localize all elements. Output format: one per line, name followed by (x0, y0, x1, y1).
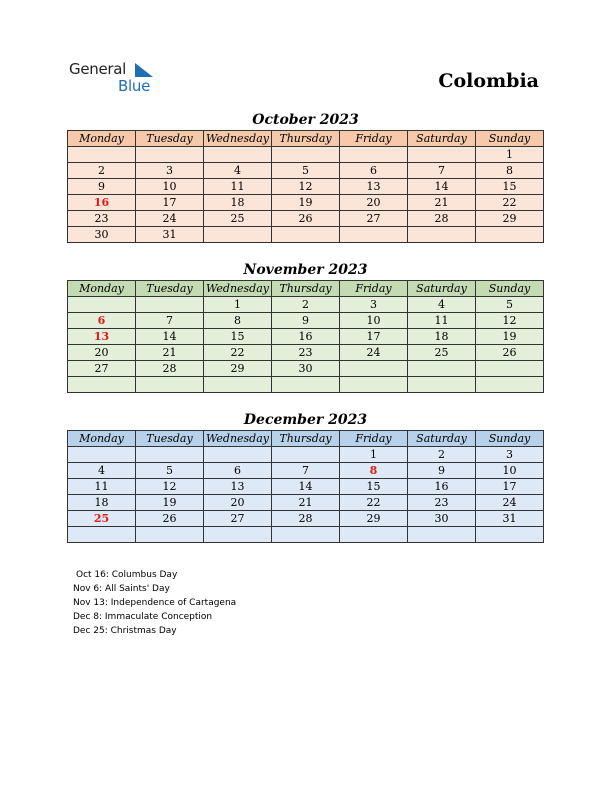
day-cell: 14 (272, 479, 340, 495)
day-cell: 28 (272, 511, 340, 527)
empty-day-cell (136, 447, 204, 463)
day-cell: 10 (340, 313, 408, 329)
week-row (68, 495, 544, 511)
empty-day-cell (272, 527, 340, 543)
day-cell: 23 (272, 345, 340, 361)
day-cell: 29 (476, 211, 544, 227)
day-cell: 19 (476, 329, 544, 345)
week-row (68, 345, 544, 361)
empty-day-cell (408, 527, 476, 543)
empty-day-cell (340, 527, 408, 543)
day-cell: 23 (68, 211, 136, 227)
holiday-item: Dec 25: Christmas Day (73, 626, 177, 636)
week-row (68, 313, 544, 329)
day-cell: 16 (408, 479, 476, 495)
weekday-header: Monday (68, 281, 136, 297)
day-cell: 14 (408, 179, 476, 195)
day-cell: 29 (204, 361, 272, 377)
day-cell: 5 (136, 463, 204, 479)
day-cell: 30 (272, 361, 340, 377)
day-cell: 3 (340, 297, 408, 313)
day-cell: 19 (272, 195, 340, 211)
day-cell: 17 (340, 329, 408, 345)
empty-day-cell (272, 147, 340, 163)
day-cell: 22 (204, 345, 272, 361)
day-cell: 10 (476, 463, 544, 479)
holiday-item: Nov 6: All Saints' Day (73, 584, 170, 594)
day-cell: 20 (204, 495, 272, 511)
week-row (68, 377, 544, 393)
day-cell: 2 (68, 163, 136, 179)
empty-day-cell (340, 227, 408, 243)
holiday-day-cell: 13 (68, 329, 136, 345)
weekday-header: Friday (340, 431, 408, 447)
weekday-header: Thursday (272, 431, 340, 447)
logo-text-blue: Blue (118, 77, 150, 95)
day-cell: 9 (272, 313, 340, 329)
week-row (68, 179, 544, 195)
week-row (68, 147, 544, 163)
day-cell: 23 (408, 495, 476, 511)
day-cell: 24 (476, 495, 544, 511)
day-cell: 2 (408, 447, 476, 463)
empty-day-cell (340, 377, 408, 393)
week-row (68, 297, 544, 313)
day-cell: 22 (340, 495, 408, 511)
day-cell: 27 (340, 211, 408, 227)
week-row (68, 511, 544, 527)
logo-triangle-icon (135, 63, 153, 77)
day-cell: 13 (204, 479, 272, 495)
day-cell: 4 (68, 463, 136, 479)
empty-day-cell (272, 447, 340, 463)
month-title: December 2023 (243, 412, 368, 428)
weekday-header: Saturday (408, 131, 476, 147)
day-cell: 28 (408, 211, 476, 227)
weekday-header: Sunday (476, 131, 544, 147)
day-cell: 14 (136, 329, 204, 345)
week-row (68, 527, 544, 543)
weekday-header: Wednesday (204, 281, 272, 297)
weekday-header: Tuesday (136, 281, 204, 297)
day-cell: 20 (68, 345, 136, 361)
day-cell: 20 (340, 195, 408, 211)
day-cell: 17 (476, 479, 544, 495)
empty-day-cell (408, 147, 476, 163)
day-cell: 11 (204, 179, 272, 195)
empty-day-cell (476, 527, 544, 543)
empty-day-cell (204, 377, 272, 393)
week-row (68, 361, 544, 377)
week-row (68, 479, 544, 495)
day-cell: 7 (272, 463, 340, 479)
weekday-header: Monday (68, 431, 136, 447)
month-title: November 2023 (243, 262, 368, 278)
day-cell: 18 (204, 195, 272, 211)
day-cell: 30 (408, 511, 476, 527)
weekday-header-row (68, 281, 544, 297)
day-cell: 24 (340, 345, 408, 361)
day-cell: 3 (136, 163, 204, 179)
day-cell: 24 (136, 211, 204, 227)
week-row (68, 463, 544, 479)
day-cell: 26 (476, 345, 544, 361)
day-cell: 8 (204, 313, 272, 329)
day-cell: 25 (408, 345, 476, 361)
empty-day-cell (68, 377, 136, 393)
weekday-header: Wednesday (204, 431, 272, 447)
empty-day-cell (408, 377, 476, 393)
holiday-item: Nov 13: Independence of Cartagena (73, 598, 237, 608)
holiday-day-cell: 8 (340, 463, 408, 479)
weekday-header: Tuesday (136, 131, 204, 147)
weekday-header: Tuesday (136, 431, 204, 447)
day-cell: 21 (136, 345, 204, 361)
day-cell: 15 (476, 179, 544, 195)
empty-day-cell (408, 227, 476, 243)
empty-day-cell (136, 377, 204, 393)
day-cell: 16 (272, 329, 340, 345)
empty-day-cell (136, 147, 204, 163)
day-cell: 18 (408, 329, 476, 345)
weekday-header: Friday (340, 131, 408, 147)
day-cell: 15 (340, 479, 408, 495)
day-cell: 11 (408, 313, 476, 329)
empty-day-cell (204, 447, 272, 463)
day-cell: 6 (204, 463, 272, 479)
weekday-header: Monday (68, 131, 136, 147)
weekday-header: Saturday (408, 431, 476, 447)
weekday-header: Sunday (476, 431, 544, 447)
day-cell: 4 (204, 163, 272, 179)
day-cell: 1 (204, 297, 272, 313)
holiday-list (73, 568, 236, 638)
month-october (67, 110, 544, 243)
weekday-header: Wednesday (204, 131, 272, 147)
empty-day-cell (476, 361, 544, 377)
week-row (68, 447, 544, 463)
day-cell: 12 (272, 179, 340, 195)
day-cell: 22 (476, 195, 544, 211)
day-cell: 2 (272, 297, 340, 313)
empty-day-cell (204, 527, 272, 543)
weekday-header: Sunday (476, 281, 544, 297)
day-cell: 12 (476, 313, 544, 329)
day-cell: 18 (68, 495, 136, 511)
empty-day-cell (68, 147, 136, 163)
empty-day-cell (408, 361, 476, 377)
day-cell: 28 (136, 361, 204, 377)
holiday-item: Oct 16: Columbus Day (76, 570, 178, 580)
empty-day-cell (204, 147, 272, 163)
week-row (68, 163, 544, 179)
month-december (67, 410, 544, 543)
day-cell: 10 (136, 179, 204, 195)
day-cell: 15 (204, 329, 272, 345)
day-cell: 12 (136, 479, 204, 495)
empty-day-cell (204, 227, 272, 243)
day-cell: 26 (136, 511, 204, 527)
day-cell: 5 (476, 297, 544, 313)
empty-day-cell (340, 147, 408, 163)
logo-text-general: General (69, 60, 127, 78)
empty-day-cell (68, 447, 136, 463)
week-row (68, 329, 544, 345)
holiday-item: Dec 8: Immaculate Conception (73, 612, 213, 622)
weekday-header: Thursday (272, 131, 340, 147)
empty-day-cell (272, 377, 340, 393)
day-cell: 30 (68, 227, 136, 243)
weekday-header: Friday (340, 281, 408, 297)
day-cell: 5 (272, 163, 340, 179)
week-row (68, 227, 544, 243)
day-cell: 9 (68, 179, 136, 195)
day-cell: 13 (340, 179, 408, 195)
empty-day-cell (340, 361, 408, 377)
week-row (68, 211, 544, 227)
day-cell: 31 (136, 227, 204, 243)
day-cell: 25 (204, 211, 272, 227)
day-cell: 21 (408, 195, 476, 211)
day-cell: 27 (204, 511, 272, 527)
day-cell: 6 (340, 163, 408, 179)
day-cell: 8 (476, 163, 544, 179)
holiday-day-cell: 16 (68, 195, 136, 211)
calendar-table (67, 430, 544, 543)
generalblue-logo (69, 60, 169, 96)
country-title: Colombia (438, 70, 539, 92)
empty-day-cell (272, 227, 340, 243)
weekday-header: Thursday (272, 281, 340, 297)
weekday-header: Saturday (408, 281, 476, 297)
empty-day-cell (68, 297, 136, 313)
day-cell: 27 (68, 361, 136, 377)
day-cell: 4 (408, 297, 476, 313)
day-cell: 7 (408, 163, 476, 179)
day-cell: 7 (136, 313, 204, 329)
day-cell: 31 (476, 511, 544, 527)
empty-day-cell (136, 527, 204, 543)
month-title: October 2023 (252, 112, 359, 128)
day-cell: 17 (136, 195, 204, 211)
day-cell: 19 (136, 495, 204, 511)
holiday-day-cell: 6 (68, 313, 136, 329)
calendar-table (67, 130, 544, 243)
empty-day-cell (476, 377, 544, 393)
empty-day-cell (68, 527, 136, 543)
holiday-day-cell: 25 (68, 511, 136, 527)
day-cell: 3 (476, 447, 544, 463)
weekday-header-row (68, 431, 544, 447)
day-cell: 9 (408, 463, 476, 479)
empty-day-cell (136, 297, 204, 313)
weekday-header-row (68, 131, 544, 147)
day-cell: 11 (68, 479, 136, 495)
day-cell: 1 (476, 147, 544, 163)
day-cell: 21 (272, 495, 340, 511)
week-row (68, 195, 544, 211)
day-cell: 1 (340, 447, 408, 463)
calendar-table (67, 280, 544, 393)
month-november (67, 260, 544, 393)
day-cell: 26 (272, 211, 340, 227)
empty-day-cell (476, 227, 544, 243)
day-cell: 29 (340, 511, 408, 527)
